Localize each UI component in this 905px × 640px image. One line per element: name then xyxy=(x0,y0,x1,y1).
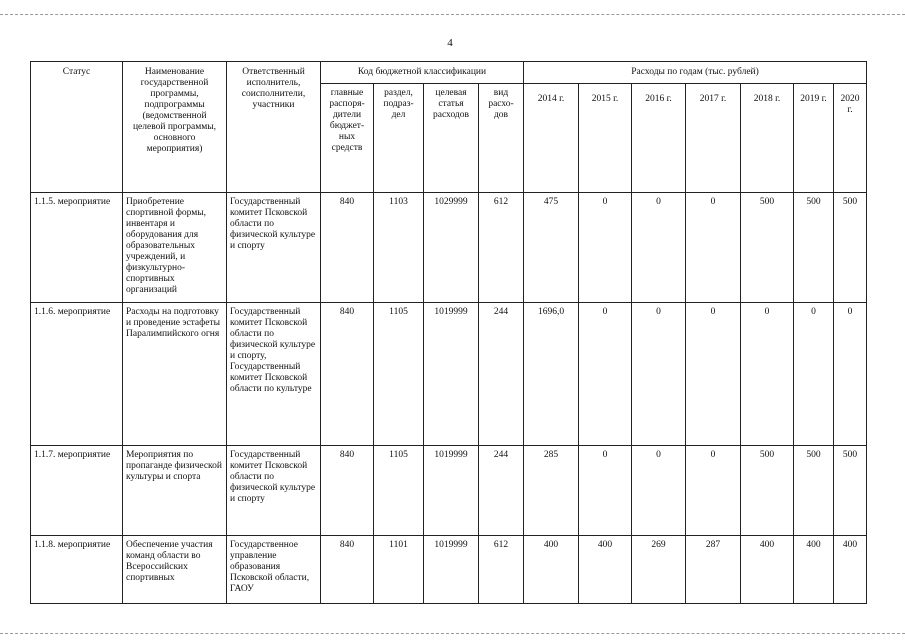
row-csr: 1019999 xyxy=(424,536,479,604)
header-year-2017: 2017 г. xyxy=(686,84,741,193)
row-value-2019: 500 xyxy=(794,193,834,303)
row-value-2016: 0 xyxy=(632,446,686,536)
row-value-2018: 400 xyxy=(741,536,794,604)
row-value-2020: 500 xyxy=(834,193,867,303)
row-name: Расходы на подготовку и проведение эстафеты Паралимпийского огня xyxy=(123,303,227,446)
header-expenses-group: Расходы по годам (тыс. рублей) xyxy=(524,62,867,84)
header-year-2018: 2018 г. xyxy=(741,84,794,193)
row-status: 1.1.7. мероприятие xyxy=(31,446,123,536)
row-executor: Государственный комитет Псковской области по физической культуре и спорту xyxy=(227,193,321,303)
row-value-2015: 0 xyxy=(579,446,632,536)
header-year-2016: 2016 г. xyxy=(632,84,686,193)
row-value-2020: 400 xyxy=(834,536,867,604)
row-value-2014: 1696,0 xyxy=(524,303,579,446)
row-name: Мероприятия по пропаганде физической культуры и спорта xyxy=(123,446,227,536)
table-row xyxy=(31,446,867,536)
header-vr: вид расхо-дов xyxy=(479,84,524,193)
header-grbs: главные распоря-дители бюджет-ных средств xyxy=(321,84,374,193)
scan-edge-top xyxy=(0,14,905,15)
header-status: Статус xyxy=(31,62,123,193)
table-row xyxy=(31,536,867,604)
row-status: 1.1.6. мероприятие xyxy=(31,303,123,446)
header-row-1 xyxy=(31,62,867,84)
row-value-2016: 269 xyxy=(632,536,686,604)
row-value-2017: 0 xyxy=(686,446,741,536)
header-name: Наименование государственной программы, подпрограммы (ведомственной целевой программы, основного мероприятия) xyxy=(123,62,227,193)
row-rzpr: 1105 xyxy=(374,303,424,446)
row-value-2014: 475 xyxy=(524,193,579,303)
header-rzpr: раздел, подраз-дел xyxy=(374,84,424,193)
table-row xyxy=(31,193,867,303)
row-value-2020: 0 xyxy=(834,303,867,446)
header-csr: целевая статья расходов xyxy=(424,84,479,193)
row-csr: 1019999 xyxy=(424,303,479,446)
row-value-2016: 0 xyxy=(632,193,686,303)
row-grbs: 840 xyxy=(321,193,374,303)
row-value-2015: 0 xyxy=(579,193,632,303)
row-value-2019: 400 xyxy=(794,536,834,604)
row-value-2018: 500 xyxy=(741,446,794,536)
row-grbs: 840 xyxy=(321,303,374,446)
row-rzpr: 1105 xyxy=(374,446,424,536)
row-value-2017: 0 xyxy=(686,303,741,446)
page-number: 4 xyxy=(447,37,453,49)
header-executor: Ответственный исполнитель, соисполнители, участники xyxy=(227,62,321,193)
budget-table xyxy=(30,61,867,604)
row-vr: 244 xyxy=(479,303,524,446)
row-vr: 244 xyxy=(479,446,524,536)
row-name: Обеспечение участия команд области во Всероссийских спортивных xyxy=(123,536,227,604)
row-value-2018: 0 xyxy=(741,303,794,446)
row-csr: 1019999 xyxy=(424,446,479,536)
row-status: 1.1.8. мероприятие xyxy=(31,536,123,604)
row-rzpr: 1101 xyxy=(374,536,424,604)
row-executor: Государственный комитет Псковской области по физической культуре и спорту, Государственный комитет Псковской области по культуре xyxy=(227,303,321,446)
row-value-2019: 0 xyxy=(794,303,834,446)
row-value-2018: 500 xyxy=(741,193,794,303)
row-name: Приобретение спортивной формы, инвентаря и оборудования для образовательных учреждений, и физкультурно-спортивных организаций xyxy=(123,193,227,303)
scan-edge-bottom xyxy=(0,633,905,634)
header-year-2019: 2019 г. xyxy=(794,84,834,193)
row-status: 1.1.5. мероприятие xyxy=(31,193,123,303)
row-value-2016: 0 xyxy=(632,303,686,446)
row-grbs: 840 xyxy=(321,446,374,536)
row-executor: Государственный комитет Псковской области по физической культуре и спорту xyxy=(227,446,321,536)
row-rzpr: 1103 xyxy=(374,193,424,303)
table-row xyxy=(31,303,867,446)
header-year-2020: 2020 г. xyxy=(834,84,867,193)
row-grbs: 840 xyxy=(321,536,374,604)
row-csr: 1029999 xyxy=(424,193,479,303)
header-kbk-group: Код бюджетной классификации xyxy=(321,62,524,84)
row-value-2014: 285 xyxy=(524,446,579,536)
row-value-2019: 500 xyxy=(794,446,834,536)
row-value-2015: 400 xyxy=(579,536,632,604)
row-value-2015: 0 xyxy=(579,303,632,446)
row-executor: Государственное управление образования Псковской области, ГАОУ xyxy=(227,536,321,604)
row-value-2017: 0 xyxy=(686,193,741,303)
row-vr: 612 xyxy=(479,193,524,303)
header-year-2014: 2014 г. xyxy=(524,84,579,193)
row-value-2014: 400 xyxy=(524,536,579,604)
row-value-2017: 287 xyxy=(686,536,741,604)
header-year-2015: 2015 г. xyxy=(579,84,632,193)
row-value-2020: 500 xyxy=(834,446,867,536)
row-vr: 612 xyxy=(479,536,524,604)
